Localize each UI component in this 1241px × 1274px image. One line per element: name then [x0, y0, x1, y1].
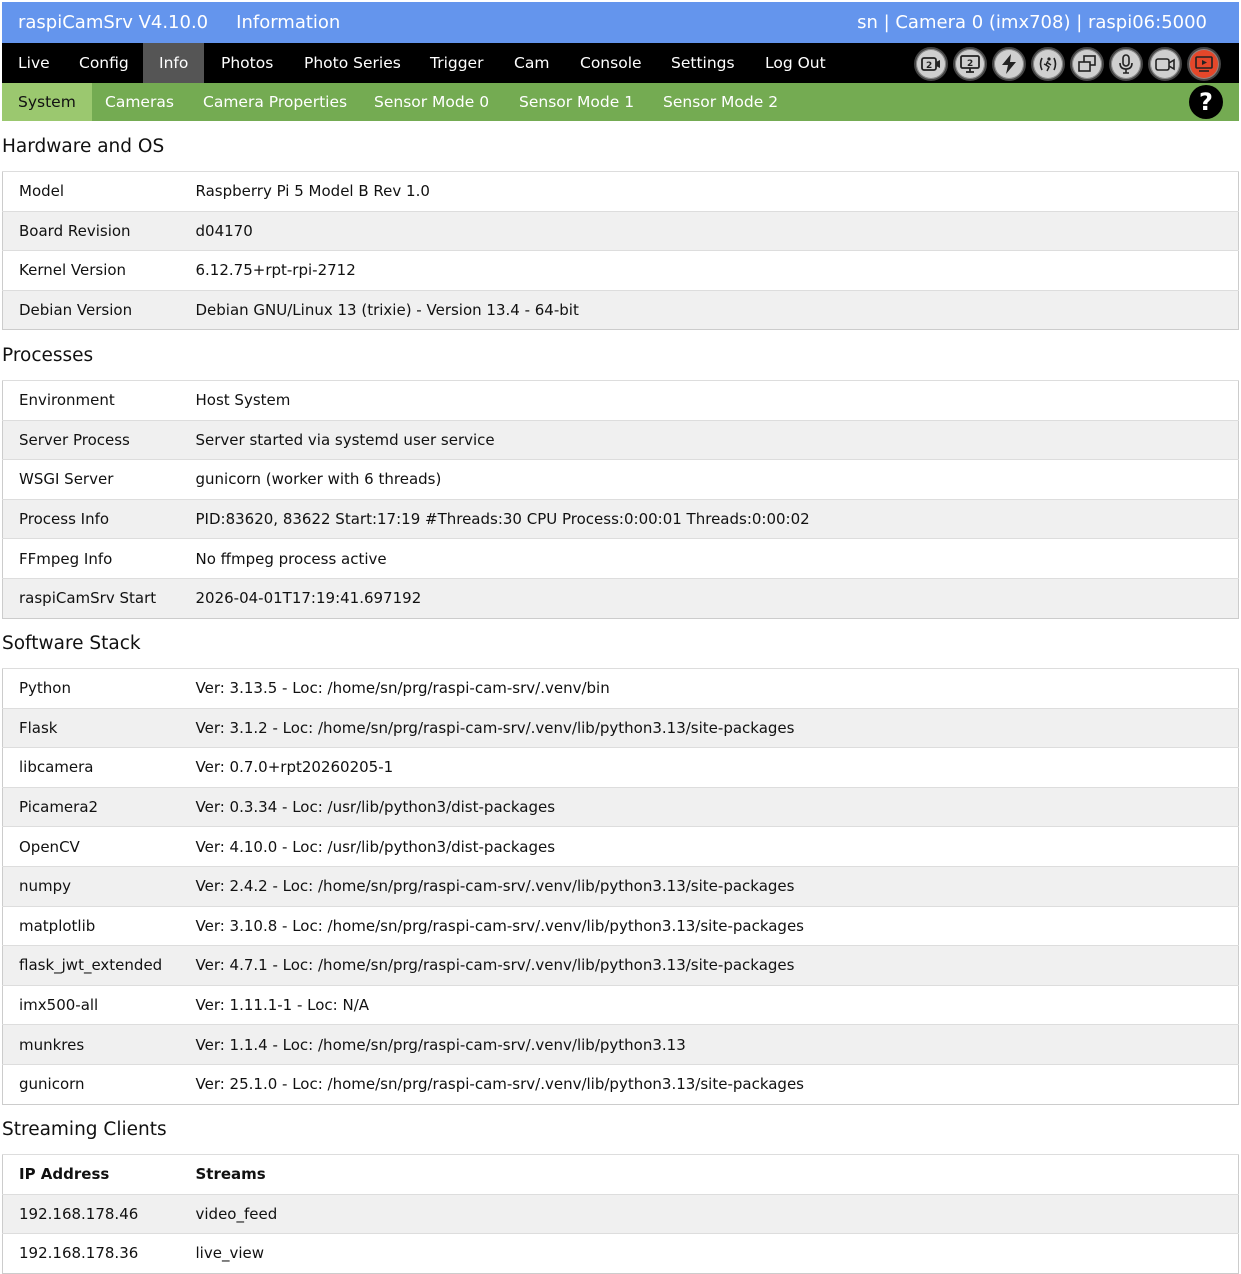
row-value: Ver: 3.10.8 - Loc: /home/sn/prg/raspi-cam-srv/.venv/lib/python3.13/site-packages	[180, 906, 1239, 946]
row-label: Model	[3, 172, 180, 212]
table-row	[3, 708, 1239, 748]
row-label: numpy	[3, 866, 180, 906]
row-value: No ffmpeg process active	[180, 539, 1239, 579]
camera-2-icon[interactable]	[914, 47, 948, 81]
client-ip: 192.168.178.36	[3, 1234, 180, 1274]
row-value: Ver: 1.11.1-1 - Loc: N/A	[180, 985, 1239, 1025]
microphone-icon[interactable]	[1109, 47, 1143, 81]
nav-trigger[interactable]: Trigger	[430, 54, 484, 72]
row-value: Ver: 4.7.1 - Loc: /home/sn/prg/raspi-cam-srv/.venv/lib/python3.13/site-packages	[180, 946, 1239, 986]
row-label: OpenCV	[3, 827, 180, 867]
nav-config[interactable]: Config	[79, 54, 129, 72]
svg-text:2: 2	[967, 59, 974, 69]
nav-cam[interactable]: Cam	[514, 54, 550, 72]
row-label: raspiCamSrv Start	[3, 578, 180, 618]
row-value: gunicorn (worker with 6 threads)	[180, 460, 1239, 500]
section-title-processes: Processes	[2, 345, 94, 366]
subnav-sensor-mode-2[interactable]: Sensor Mode 2	[663, 93, 779, 111]
client-stream: video_feed	[180, 1194, 1239, 1234]
section-title-streaming: Streaming Clients	[2, 1119, 167, 1140]
row-value: Debian GNU/Linux 13 (trixie) - Version 13.4 - 64-bit	[180, 290, 1239, 330]
subnav-camera-properties[interactable]: Camera Properties	[203, 93, 348, 111]
row-label: Debian Version	[3, 290, 180, 330]
client-ip: 192.168.178.46	[3, 1194, 180, 1234]
row-label: matplotlib	[3, 906, 180, 946]
table-row	[3, 251, 1239, 291]
subnav-sensor-mode-0[interactable]: Sensor Mode 0	[374, 93, 490, 111]
table-row	[3, 578, 1239, 618]
row-value: Ver: 3.1.2 - Loc: /home/sn/prg/raspi-cam-srv/.venv/lib/python3.13/site-packages	[180, 708, 1239, 748]
title-left	[18, 2, 340, 43]
svg-text:2: 2	[926, 61, 933, 71]
page-title: Information	[236, 12, 341, 33]
table-row	[3, 787, 1239, 827]
table-row	[3, 866, 1239, 906]
nav-logout[interactable]: Log Out	[765, 54, 826, 72]
subnav-system[interactable]: System	[2, 83, 92, 121]
table-row	[3, 906, 1239, 946]
table-row	[3, 460, 1239, 500]
section-title-software: Software Stack	[2, 633, 141, 654]
row-value: 2026-04-01T17:19:41.697192	[180, 578, 1239, 618]
table-row	[3, 827, 1239, 867]
row-label: Process Info	[3, 499, 180, 539]
nav-settings[interactable]: Settings	[671, 54, 735, 72]
nav-console[interactable]: Console	[580, 54, 642, 72]
multi-window-icon[interactable]	[1070, 47, 1104, 81]
nav-info[interactable]: Info	[143, 43, 204, 83]
table-row	[3, 1194, 1239, 1234]
row-label: Server Process	[3, 420, 180, 460]
streaming-table	[2, 1154, 1239, 1274]
table-row	[3, 172, 1239, 212]
table-row	[3, 946, 1239, 986]
row-label: Picamera2	[3, 787, 180, 827]
row-value: Ver: 0.3.34 - Loc: /usr/lib/python3/dist-packages	[180, 787, 1239, 827]
title-bar	[2, 2, 1239, 43]
nav-icon-group	[912, 46, 1237, 80]
table-row	[3, 539, 1239, 579]
row-label: imx500-all	[3, 985, 180, 1025]
row-value: Ver: 4.10.0 - Loc: /usr/lib/python3/dist-packages	[180, 827, 1239, 867]
software-table	[2, 668, 1239, 1105]
row-label: Flask	[3, 708, 180, 748]
row-label: Kernel Version	[3, 251, 180, 291]
row-label: gunicorn	[3, 1064, 180, 1104]
row-label: munkres	[3, 1025, 180, 1065]
table-row	[3, 1025, 1239, 1065]
table-row	[3, 290, 1239, 330]
flash-icon[interactable]	[992, 47, 1026, 81]
app-title: raspiCamSrv V4.10.0	[18, 12, 209, 33]
main-nav	[2, 43, 1239, 83]
row-label: WSGI Server	[3, 460, 180, 500]
row-label: Environment	[3, 381, 180, 421]
table-row	[3, 381, 1239, 421]
motion-trigger-icon[interactable]	[1031, 47, 1065, 81]
display-2-icon[interactable]	[953, 47, 987, 81]
row-value: Ver: 3.13.5 - Loc: /home/sn/prg/raspi-cam-srv/.venv/bin	[180, 669, 1239, 709]
section-title-hardware: Hardware and OS	[2, 136, 165, 157]
row-label: FFmpeg Info	[3, 539, 180, 579]
row-value: 6.12.75+rpt-rpi-2712	[180, 251, 1239, 291]
client-stream: live_view	[180, 1234, 1239, 1274]
row-label: Board Revision	[3, 211, 180, 251]
nav-photo-series[interactable]: Photo Series	[304, 54, 401, 72]
row-label: flask_jwt_extended	[3, 946, 180, 986]
help-button[interactable]: ?	[1189, 85, 1223, 119]
row-value: Ver: 0.7.0+rpt20260205-1	[180, 748, 1239, 788]
row-value: Ver: 1.1.4 - Loc: /home/sn/prg/raspi-cam-srv/.venv/lib/python3.13	[180, 1025, 1239, 1065]
table-row	[3, 985, 1239, 1025]
row-value: Host System	[180, 381, 1239, 421]
subnav-sensor-mode-1[interactable]: Sensor Mode 1	[519, 93, 635, 111]
column-header-ip: IP Address	[3, 1155, 180, 1195]
stream-active-icon[interactable]	[1187, 47, 1221, 81]
table-row	[3, 669, 1239, 709]
table-header-row	[3, 1155, 1239, 1195]
column-header-streams: Streams	[180, 1155, 1239, 1195]
row-value: Ver: 25.1.0 - Loc: /home/sn/prg/raspi-cam-srv/.venv/lib/python3.13/site-packages	[180, 1064, 1239, 1104]
row-value: d04170	[180, 211, 1239, 251]
camera-status: sn | Camera 0 (imx708) | raspi06:5000	[857, 12, 1207, 33]
table-row	[3, 1234, 1239, 1274]
row-label: Python	[3, 669, 180, 709]
table-row	[3, 748, 1239, 788]
row-value: Raspberry Pi 5 Model B Rev 1.0	[180, 172, 1239, 212]
table-row	[3, 499, 1239, 539]
row-value: PID:83620, 83622 Start:17:19 #Threads:30 CPU Process:0:00:01 Threads:0:00:02	[180, 499, 1239, 539]
row-value: Server started via systemd user service	[180, 420, 1239, 460]
processes-table	[2, 380, 1239, 619]
row-value: Ver: 2.4.2 - Loc: /home/sn/prg/raspi-cam-srv/.venv/lib/python3.13/site-packages	[180, 866, 1239, 906]
table-row	[3, 211, 1239, 251]
row-label: libcamera	[3, 748, 180, 788]
video-camera-icon[interactable]	[1148, 47, 1182, 81]
nav-photos[interactable]: Photos	[221, 54, 274, 72]
subnav-cameras[interactable]: Cameras	[105, 93, 174, 111]
nav-live[interactable]: Live	[18, 54, 50, 72]
hardware-table	[2, 171, 1239, 330]
sub-nav	[2, 83, 1239, 121]
table-row	[3, 420, 1239, 460]
table-row	[3, 1064, 1239, 1104]
